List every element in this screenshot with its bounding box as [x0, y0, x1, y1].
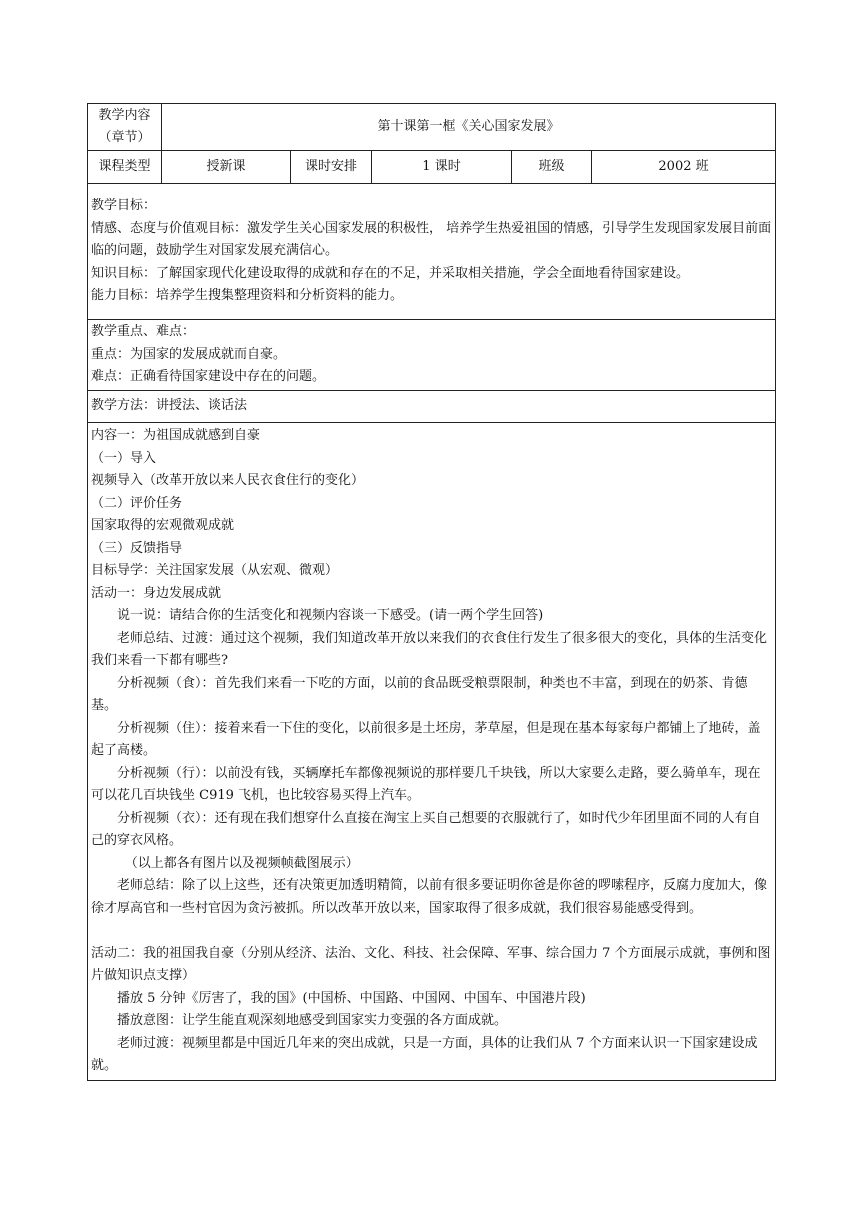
class-value: 2002 班: [592, 151, 776, 184]
step-intro-text: 视频导入（改革开放以来人民衣食住行的变化）: [91, 473, 365, 488]
teacher-transition: 老师过渡：视频里都是中国近几年来的突出成就，只是一方面，具体的让我们从 7 个方面来认识一下国家建设成就。: [91, 1035, 758, 1073]
methods-text: 教学方法：讲授法、谈话法: [91, 398, 248, 414]
activity-one: 活动一：身边发展成就: [91, 585, 222, 601]
step-feedback: （三）反馈指导: [91, 540, 183, 556]
activity-two: 活动二：我的祖国我自豪（分别从经济、法治、文化、科技、社会保障、军事、综合国力 7 个方面展示成就，事例和图片做知识点支撑）: [91, 945, 771, 983]
methods-section: [88, 391, 776, 423]
analysis-travel: 分析视频（行）：以前没有钱，买辆摩托车都像视频说的那样要几千块钱，所以大家要么走路，要么骑单车，现在可以花几百块钱坐 C919 飞机，也比较容易买得上汽车。: [91, 765, 761, 803]
hours-label: 课时安排: [291, 151, 372, 184]
teacher-summary-1: 老师总结、过渡：通过这个视频，我们知道改革开放以来我们的衣食住行发生了很多很大的变化，具体的生活变化我们来看一下都有哪些?: [91, 630, 768, 668]
type-label: 课程类型: [88, 151, 162, 184]
class-label: 班级: [512, 151, 592, 184]
difficult-point: 难点：正确看待国家建设中存在的问题。: [91, 369, 326, 385]
content-value: 第十课第一框《关心国家发展》: [162, 104, 776, 151]
content-label-sub: （章节）: [98, 130, 151, 145]
key-points-section: [88, 320, 776, 391]
goal-text: 目标导学：关注国家发展（从宏观、微观）: [91, 563, 339, 578]
lesson-plan-table: [87, 103, 776, 1081]
play-intent: 播放意图：让学生能直观深刻地感受到国家实力变强的各方面成就。: [117, 1013, 508, 1028]
step-evaluation-text: 国家取得的宏观微观成就: [91, 518, 235, 533]
step-evaluation: （二）评价任务: [91, 495, 183, 511]
key-points-title: 教学重点、难点：: [91, 324, 196, 340]
objectives-section: [88, 184, 776, 320]
objectives-title: 教学目标：: [91, 198, 157, 214]
process-section: [88, 423, 776, 1081]
analysis-food: 分析视频（食）：首先我们来看一下吃的方面，以前的食品既受粮票限制，种类也不丰富，到现在的奶茶、肯德基。: [91, 675, 748, 713]
blank-line: [91, 920, 772, 943]
key-point: 重点：为国家的发展成就而自豪。: [91, 346, 287, 362]
images-note: （以上都各有图片以及视频帧截图展示）: [124, 855, 359, 871]
analysis-clothing: 分析视频（衣）：还有现在我们想穿什么直接在淘宝上买自己想要的衣服就行了，如时代少年团里面不同的人有自己的穿衣风格。: [91, 810, 761, 848]
content-label: 教学内容: [98, 107, 151, 123]
objective-knowledge: 知识目标：了解国家现代化建设取得的成就和存在的不足，并采取相关措施，学会全面地看待国家建设。: [91, 265, 690, 281]
content-label-cell: [88, 104, 162, 151]
objective-emotion: 情感、态度与价值观目标：激发学生关心国家发展的积极性， 培养学生热爱祖国的情感，引导学生发现国家发展目前面临的问题，鼓励学生对国家发展充满信心。: [91, 220, 772, 259]
analysis-housing: 分析视频（住）：接着来看一下住的变化，以前很多是土坯房，茅草屋，但是现在基本每家每户都铺上了地砖，盖起了高楼。: [91, 720, 761, 758]
step-intro: （一）导入: [91, 450, 157, 466]
play-video: 播放 5 分钟《厉害了，我的国》(中国桥、中国路、中国网、中国车、中国港片段): [117, 990, 586, 1006]
hours-value: 1 课时: [372, 151, 512, 184]
objective-ability: 能力目标：培养学生搜集整理资料和分析资料的能力。: [91, 288, 404, 304]
teacher-summary-2: 老师总结：除了以上这些，还有决策更加透明精简，以前有很多要证明你爸是你爸的啰嗦程序，反腐力度加大，像徐才厚高官和一些村官因为贪污被抓。所以改革开放以来，国家取得了很多成就，我们很容易能感受得到。: [91, 878, 768, 916]
say-text: 说一说：请结合你的生活变化和视频内容谈一下感受。(请一两个学生回答): [117, 608, 544, 623]
type-value: 授新课: [162, 151, 291, 184]
content-one: 内容一：为祖国成就感到自豪: [91, 428, 261, 443]
